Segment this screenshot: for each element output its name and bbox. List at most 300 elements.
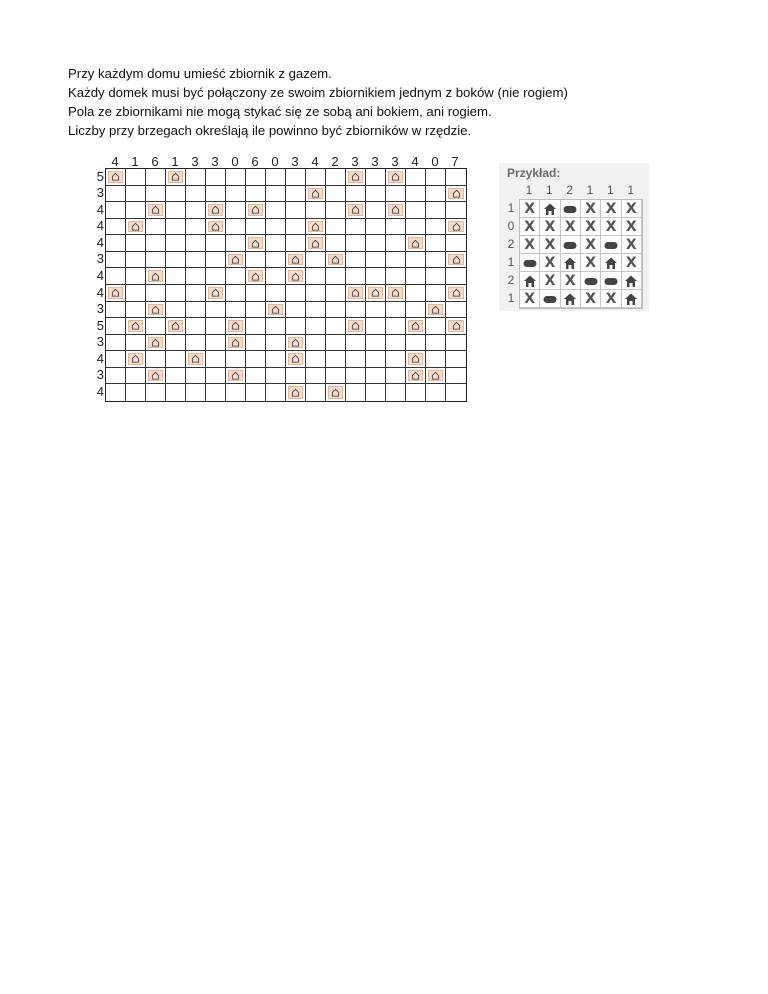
grid-cell[interactable]: [226, 351, 246, 368]
grid-cell[interactable]: [186, 186, 206, 203]
grid-cell[interactable]: [146, 186, 166, 203]
grid-cell[interactable]: [186, 368, 206, 385]
grid-cell[interactable]: [126, 351, 146, 368]
grid-cell[interactable]: [146, 252, 166, 269]
grid-cell[interactable]: [266, 219, 286, 236]
row-clue: 4: [96, 267, 104, 283]
grid-cell[interactable]: [306, 219, 326, 236]
grid-cell[interactable]: [126, 186, 146, 203]
grid-cell[interactable]: [406, 351, 426, 368]
grid-cell[interactable]: [406, 268, 426, 285]
grid-cell[interactable]: [106, 169, 126, 186]
grid-cell[interactable]: [346, 285, 366, 302]
grid-cell[interactable]: [166, 268, 186, 285]
grid-cell[interactable]: [266, 318, 286, 335]
grid-cell[interactable]: [346, 351, 366, 368]
grid-cell[interactable]: [446, 219, 466, 236]
grid-cell[interactable]: [146, 384, 166, 401]
grid-cell[interactable]: [426, 302, 446, 319]
grid-cell[interactable]: [266, 368, 286, 385]
grid-cell[interactable]: [166, 235, 186, 252]
column-clue: 4: [311, 154, 319, 169]
grid-cell[interactable]: [246, 285, 266, 302]
grid-cell[interactable]: [306, 368, 326, 385]
grid-cell[interactable]: [426, 186, 446, 203]
grid-cell[interactable]: [226, 318, 246, 335]
example-cross: X: [581, 290, 601, 308]
grid-cell[interactable]: [346, 368, 366, 385]
grid-cell[interactable]: [366, 202, 386, 219]
house-icon: [148, 270, 163, 282]
grid-cell[interactable]: [286, 384, 306, 401]
grid-cell[interactable]: [146, 285, 166, 302]
grid-cell[interactable]: [266, 285, 286, 302]
grid-cell[interactable]: [206, 252, 226, 269]
grid-cell[interactable]: [426, 351, 446, 368]
grid-cell[interactable]: [226, 235, 246, 252]
grid-cell[interactable]: [266, 202, 286, 219]
grid-cell[interactable]: [246, 318, 266, 335]
grid-cell[interactable]: [126, 219, 146, 236]
grid-cell[interactable]: [166, 285, 186, 302]
grid-cell[interactable]: [266, 302, 286, 319]
grid-cell[interactable]: [366, 186, 386, 203]
grid-cell[interactable]: [286, 318, 306, 335]
grid-cell[interactable]: [226, 285, 246, 302]
grid-cell[interactable]: [346, 318, 366, 335]
example-cross: X: [622, 218, 642, 236]
example-cross: X: [601, 200, 621, 218]
grid-cell[interactable]: [426, 219, 446, 236]
grid-cell[interactable]: [326, 285, 346, 302]
grid-cell[interactable]: [126, 285, 146, 302]
grid-cell[interactable]: [366, 351, 386, 368]
grid-cell[interactable]: [166, 384, 186, 401]
grid-cell[interactable]: [126, 169, 146, 186]
grid-cell[interactable]: [366, 368, 386, 385]
grid-cell[interactable]: [406, 219, 426, 236]
grid-cell[interactable]: [386, 285, 406, 302]
grid-cell[interactable]: [186, 318, 206, 335]
grid-cell[interactable]: [306, 384, 326, 401]
grid-cell[interactable]: [206, 318, 226, 335]
grid-cell[interactable]: [306, 268, 326, 285]
grid-cell[interactable]: [446, 368, 466, 385]
grid-cell[interactable]: [206, 186, 226, 203]
grid-cell[interactable]: [186, 169, 206, 186]
grid-cell[interactable]: [286, 202, 306, 219]
grid-cell[interactable]: [346, 202, 366, 219]
grid-cell[interactable]: [426, 252, 446, 269]
grid-cell[interactable]: [266, 169, 286, 186]
grid-cell[interactable]: [386, 351, 406, 368]
grid-cell[interactable]: [206, 169, 226, 186]
grid-cell[interactable]: [166, 202, 186, 219]
column-clue: 4: [411, 154, 419, 169]
grid-cell[interactable]: [106, 302, 126, 319]
grid-cell[interactable]: [366, 169, 386, 186]
grid-cell[interactable]: [186, 252, 206, 269]
grid-cell[interactable]: [406, 252, 426, 269]
grid-cell[interactable]: [266, 351, 286, 368]
grid-cell[interactable]: [146, 302, 166, 319]
grid-cell[interactable]: [446, 252, 466, 269]
grid-cell[interactable]: [106, 384, 126, 401]
grid-cell[interactable]: [326, 318, 346, 335]
grid-cell[interactable]: [246, 384, 266, 401]
grid-cell[interactable]: [226, 169, 246, 186]
grid-cell[interactable]: [246, 202, 266, 219]
grid-cell[interactable]: [286, 219, 306, 236]
grid-cell[interactable]: [386, 318, 406, 335]
grid-cell[interactable]: [166, 252, 186, 269]
grid-cell[interactable]: [406, 186, 426, 203]
column-clue: 0: [231, 154, 239, 169]
grid-cell[interactable]: [206, 268, 226, 285]
grid-cell[interactable]: [186, 202, 206, 219]
grid-cell[interactable]: [286, 235, 306, 252]
grid-cell[interactable]: [446, 186, 466, 203]
grid-cell[interactable]: [406, 368, 426, 385]
grid-cell[interactable]: [306, 351, 326, 368]
grid-cell[interactable]: [106, 235, 126, 252]
grid-cell[interactable]: [306, 302, 326, 319]
grid-cell[interactable]: [386, 302, 406, 319]
column-clue: 7: [451, 154, 459, 169]
grid-cell[interactable]: [426, 235, 446, 252]
grid-cell[interactable]: [266, 186, 286, 203]
grid-cell[interactable]: [106, 285, 126, 302]
grid-cell[interactable]: [346, 268, 366, 285]
grid-cell[interactable]: [186, 268, 206, 285]
column-clue: 2: [331, 154, 339, 169]
grid-cell[interactable]: [326, 268, 346, 285]
grid-cell[interactable]: [346, 302, 366, 319]
grid-cell[interactable]: [246, 186, 266, 203]
grid-cell[interactable]: [426, 285, 446, 302]
grid-cell[interactable]: [426, 268, 446, 285]
grid-cell[interactable]: [326, 335, 346, 352]
grid-cell[interactable]: [226, 384, 246, 401]
grid-cell[interactable]: [126, 302, 146, 319]
house-icon: [288, 270, 303, 282]
grid-cell[interactable]: [366, 302, 386, 319]
grid-cell[interactable]: [246, 351, 266, 368]
grid-cell[interactable]: [326, 368, 346, 385]
grid-cell[interactable]: [406, 302, 426, 319]
grid-cell[interactable]: [286, 285, 306, 302]
grid-cell[interactable]: [346, 169, 366, 186]
grid-cell[interactable]: [106, 368, 126, 385]
grid-cell[interactable]: [206, 384, 226, 401]
grid-cell[interactable]: [306, 318, 326, 335]
grid-cell[interactable]: [386, 368, 406, 385]
grid-cell[interactable]: [286, 186, 306, 203]
grid-cell[interactable]: [226, 219, 246, 236]
grid-cell[interactable]: [246, 302, 266, 319]
grid-cell[interactable]: [126, 368, 146, 385]
grid-cell[interactable]: [446, 302, 466, 319]
grid-cell[interactable]: [406, 384, 426, 401]
grid-cell[interactable]: [186, 351, 206, 368]
grid-cell[interactable]: [126, 384, 146, 401]
grid-cell[interactable]: [286, 368, 306, 385]
grid-cell[interactable]: [426, 202, 446, 219]
example-cross: X: [581, 218, 601, 236]
grid-cell[interactable]: [446, 235, 466, 252]
grid-cell[interactable]: [266, 384, 286, 401]
example-cross: X: [540, 236, 560, 254]
grid-cell[interactable]: [106, 186, 126, 203]
column-clue: 3: [371, 154, 379, 169]
grid-cell[interactable]: [386, 335, 406, 352]
example-column-clue: 1: [545, 183, 553, 197]
house-icon: [108, 287, 123, 299]
grid-cell[interactable]: [126, 335, 146, 352]
house-icon: [328, 254, 343, 266]
house-icon: [428, 370, 443, 382]
example-house-icon: [561, 290, 581, 308]
grid-cell[interactable]: [306, 335, 326, 352]
grid-cell[interactable]: [386, 186, 406, 203]
grid-cell[interactable]: [266, 268, 286, 285]
grid-cell[interactable]: [106, 268, 126, 285]
grid-cell[interactable]: [386, 169, 406, 186]
grid-cell[interactable]: [306, 252, 326, 269]
grid-cell[interactable]: [146, 335, 166, 352]
grid-cell[interactable]: [446, 384, 466, 401]
grid-cell[interactable]: [146, 318, 166, 335]
grid-cell[interactable]: [386, 219, 406, 236]
grid-cell[interactable]: [246, 368, 266, 385]
grid-cell[interactable]: [166, 335, 186, 352]
grid-cell[interactable]: [366, 252, 386, 269]
grid-cell[interactable]: [286, 252, 306, 269]
grid-cell[interactable]: [206, 202, 226, 219]
grid-cell[interactable]: [206, 335, 226, 352]
grid-cell[interactable]: [306, 202, 326, 219]
grid-cell[interactable]: [286, 351, 306, 368]
grid-cell[interactable]: [446, 285, 466, 302]
grid-cell[interactable]: [226, 335, 246, 352]
grid-cell[interactable]: [366, 219, 386, 236]
example-grid: [519, 199, 643, 309]
example-cross: X: [540, 218, 560, 236]
grid-cell[interactable]: [246, 335, 266, 352]
grid-cell[interactable]: [346, 219, 366, 236]
grid-cell[interactable]: [186, 302, 206, 319]
row-clue: 3: [96, 185, 104, 201]
grid-cell[interactable]: [406, 169, 426, 186]
grid-cell[interactable]: [126, 252, 146, 269]
grid-cell[interactable]: [166, 351, 186, 368]
grid-cell[interactable]: [346, 235, 366, 252]
grid-cell[interactable]: [246, 219, 266, 236]
grid-cell[interactable]: [386, 268, 406, 285]
house-icon: [248, 204, 263, 216]
grid-cell[interactable]: [446, 202, 466, 219]
grid-cell[interactable]: [246, 235, 266, 252]
grid-cell[interactable]: [326, 252, 346, 269]
house-icon: [108, 171, 123, 183]
grid-cell[interactable]: [186, 219, 206, 236]
grid-cell[interactable]: [186, 384, 206, 401]
grid-cell[interactable]: [366, 285, 386, 302]
grid-cell[interactable]: [166, 186, 186, 203]
grid-cell[interactable]: [146, 169, 166, 186]
house-icon: [208, 287, 223, 299]
row-clue: 5: [96, 317, 104, 333]
house-icon: [228, 254, 243, 266]
grid-cell[interactable]: [246, 169, 266, 186]
grid-cell[interactable]: [206, 368, 226, 385]
grid-cell[interactable]: [306, 169, 326, 186]
grid-cell[interactable]: [286, 335, 306, 352]
grid-cell[interactable]: [386, 384, 406, 401]
grid-cell[interactable]: [106, 202, 126, 219]
column-clue: 3: [391, 154, 399, 169]
grid-cell[interactable]: [106, 252, 126, 269]
house-icon: [148, 337, 163, 349]
house-icon: [388, 171, 403, 183]
grid-cell[interactable]: [126, 202, 146, 219]
grid-cell[interactable]: [326, 384, 346, 401]
grid-cell[interactable]: [446, 351, 466, 368]
grid-cell[interactable]: [346, 335, 366, 352]
grid-cell[interactable]: [246, 268, 266, 285]
grid-cell[interactable]: [206, 351, 226, 368]
example-cross: X: [520, 218, 540, 236]
grid-cell[interactable]: [386, 252, 406, 269]
grid-cell[interactable]: [206, 285, 226, 302]
grid-cell[interactable]: [266, 235, 286, 252]
example-column-clue: 1: [525, 183, 533, 197]
grid-cell[interactable]: [426, 318, 446, 335]
grid-cell[interactable]: [366, 268, 386, 285]
grid-cell[interactable]: [226, 302, 246, 319]
grid-cell[interactable]: [406, 285, 426, 302]
grid-cell[interactable]: [426, 368, 446, 385]
grid-cell[interactable]: [426, 335, 446, 352]
grid-cell[interactable]: [246, 252, 266, 269]
grid-cell[interactable]: [306, 186, 326, 203]
grid-cell[interactable]: [226, 186, 246, 203]
grid-cell[interactable]: [106, 318, 126, 335]
grid-cell[interactable]: [226, 202, 246, 219]
column-clue: 0: [431, 154, 439, 169]
grid-cell[interactable]: [106, 219, 126, 236]
grid-cell[interactable]: [326, 302, 346, 319]
grid-cell[interactable]: [126, 235, 146, 252]
grid-cell[interactable]: [446, 335, 466, 352]
house-icon: [288, 353, 303, 365]
grid-cell[interactable]: [226, 268, 246, 285]
grid-cell[interactable]: [186, 335, 206, 352]
grid-cell[interactable]: [286, 268, 306, 285]
grid-cell[interactable]: [206, 235, 226, 252]
grid-cell[interactable]: [446, 169, 466, 186]
grid-cell[interactable]: [346, 252, 366, 269]
grid-cell[interactable]: [326, 351, 346, 368]
grid-cell[interactable]: [366, 384, 386, 401]
grid-cell[interactable]: [286, 169, 306, 186]
grid-cell[interactable]: [266, 252, 286, 269]
grid-cell[interactable]: [146, 235, 166, 252]
row-clue: 4: [96, 218, 104, 234]
grid-cell[interactable]: [206, 302, 226, 319]
grid-cell[interactable]: [146, 351, 166, 368]
grid-cell[interactable]: [166, 219, 186, 236]
grid-cell[interactable]: [426, 384, 446, 401]
grid-cell[interactable]: [106, 351, 126, 368]
house-icon: [348, 171, 363, 183]
grid-cell[interactable]: [126, 268, 146, 285]
row-clue: 5: [96, 168, 104, 184]
house-icon: [168, 171, 183, 183]
grid-cell[interactable]: [326, 235, 346, 252]
grid-cell[interactable]: [166, 302, 186, 319]
grid-cell[interactable]: [346, 186, 366, 203]
house-icon: [448, 287, 464, 299]
grid-cell[interactable]: [346, 384, 366, 401]
instruction-line-1: Przy każdym domu umieść zbiornik z gazem.: [68, 66, 332, 81]
grid-cell[interactable]: [106, 335, 126, 352]
example-row-clue: 1: [507, 201, 515, 215]
grid-cell[interactable]: [366, 335, 386, 352]
grid-cell[interactable]: [366, 235, 386, 252]
grid-cell[interactable]: [146, 219, 166, 236]
grid-cell[interactable]: [146, 368, 166, 385]
grid-cell[interactable]: [426, 169, 446, 186]
grid-cell[interactable]: [186, 235, 206, 252]
instructions: [68, 64, 708, 140]
grid-cell[interactable]: [326, 202, 346, 219]
grid-cell[interactable]: [286, 302, 306, 319]
grid-cell[interactable]: [326, 169, 346, 186]
grid-cell[interactable]: [326, 186, 346, 203]
grid-cell[interactable]: [226, 252, 246, 269]
grid-cell[interactable]: [166, 368, 186, 385]
grid-cell[interactable]: [146, 202, 166, 219]
grid-cell[interactable]: [126, 318, 146, 335]
grid-cell[interactable]: [446, 268, 466, 285]
grid-cell[interactable]: [326, 219, 346, 236]
column-clue: 3: [291, 154, 299, 169]
grid-cell[interactable]: [406, 335, 426, 352]
grid-cell[interactable]: [166, 169, 186, 186]
grid-cell[interactable]: [226, 368, 246, 385]
row-clue: 3: [96, 334, 104, 350]
grid-cell[interactable]: [446, 318, 466, 335]
grid-cell[interactable]: [186, 285, 206, 302]
grid-cell[interactable]: [406, 202, 426, 219]
grid-cell[interactable]: [306, 235, 326, 252]
grid-cell[interactable]: [366, 318, 386, 335]
example-cross: X: [622, 254, 642, 272]
grid-cell[interactable]: [306, 285, 326, 302]
column-clue: 6: [151, 154, 159, 169]
grid-cell[interactable]: [146, 268, 166, 285]
column-clue: 3: [351, 154, 359, 169]
example-cross: X: [622, 236, 642, 254]
grid-cell[interactable]: [266, 335, 286, 352]
grid-cell[interactable]: [386, 202, 406, 219]
grid-cell[interactable]: [386, 235, 406, 252]
grid-cell[interactable]: [406, 235, 426, 252]
grid-cell[interactable]: [206, 219, 226, 236]
grid-cell[interactable]: [166, 318, 186, 335]
grid-cell[interactable]: [406, 318, 426, 335]
